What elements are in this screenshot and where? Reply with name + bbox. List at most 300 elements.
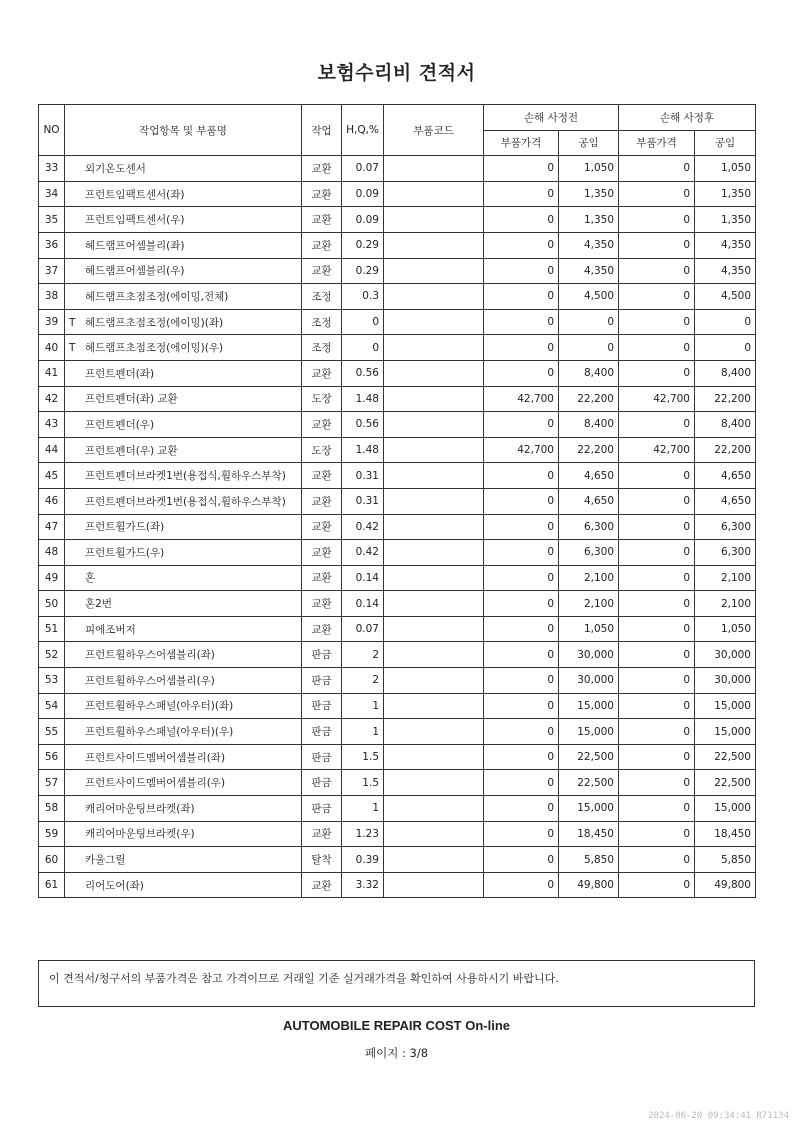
row-after-labor: 15,000 — [695, 693, 756, 719]
row-before-labor: 1,350 — [559, 181, 619, 207]
row-after-labor: 1,350 — [695, 181, 756, 207]
row-part-code — [384, 463, 484, 489]
row-hq: 0.39 — [342, 847, 384, 873]
row-work-type: 판금 — [302, 642, 342, 668]
row-item-name: 캐리어마운팅브라켓(좌) — [85, 802, 195, 815]
row-item-name: 혼 — [85, 572, 96, 585]
row-no: 33 — [39, 156, 65, 182]
row-item-cell — [65, 437, 302, 463]
row-after-part-price: 0 — [619, 412, 695, 438]
row-after-part-price: 0 — [619, 335, 695, 361]
header-hq: H,Q,% — [342, 105, 384, 156]
row-item-name: 피에조버저 — [85, 623, 136, 636]
row-before-part-price: 0 — [484, 591, 559, 617]
row-no: 44 — [39, 437, 65, 463]
row-work-type: 판금 — [302, 796, 342, 822]
row-after-part-price: 0 — [619, 463, 695, 489]
row-item-cell — [65, 693, 302, 719]
row-after-labor: 0 — [695, 309, 756, 335]
row-hq: 0.3 — [342, 284, 384, 310]
row-before-labor: 2,100 — [559, 565, 619, 591]
row-item-cell — [65, 156, 302, 182]
row-item-cell — [65, 207, 302, 233]
row-item-name: 헤드램프초점조정(에이밍)(우) — [85, 342, 224, 355]
row-after-labor: 15,000 — [695, 719, 756, 745]
row-hq: 0.09 — [342, 207, 384, 233]
row-work-type: 교환 — [302, 412, 342, 438]
row-hq: 0.07 — [342, 156, 384, 182]
row-before-labor: 5,850 — [559, 847, 619, 873]
row-item-name: 혼2번 — [85, 598, 112, 611]
row-no: 60 — [39, 847, 65, 873]
row-before-part-price: 0 — [484, 232, 559, 258]
row-after-part-price: 0 — [619, 540, 695, 566]
row-before-labor: 15,000 — [559, 693, 619, 719]
row-no: 36 — [39, 232, 65, 258]
row-before-labor: 49,800 — [559, 872, 619, 898]
header-after-labor: 공임 — [695, 130, 756, 156]
row-before-labor: 22,500 — [559, 744, 619, 770]
row-item-name: 프런트휠가드(우) — [85, 546, 165, 559]
row-no: 56 — [39, 744, 65, 770]
row-before-part-price: 0 — [484, 488, 559, 514]
row-after-labor: 8,400 — [695, 412, 756, 438]
row-item-cell — [65, 488, 302, 514]
row-after-part-price: 0 — [619, 309, 695, 335]
table-row — [39, 156, 756, 182]
row-no: 37 — [39, 258, 65, 284]
row-work-type: 교환 — [302, 514, 342, 540]
row-hq: 0.56 — [342, 360, 384, 386]
row-work-type: 교환 — [302, 156, 342, 182]
row-no: 58 — [39, 796, 65, 822]
row-item-name: 프런트펜더(좌) 교환 — [85, 393, 178, 406]
header-after-assessment: 손해 사정후 — [619, 105, 756, 131]
row-before-labor: 4,650 — [559, 488, 619, 514]
row-before-part-price: 0 — [484, 514, 559, 540]
row-before-part-price: 0 — [484, 284, 559, 310]
row-part-code — [384, 156, 484, 182]
row-after-labor: 1,050 — [695, 616, 756, 642]
row-after-labor: 15,000 — [695, 796, 756, 822]
row-part-code — [384, 744, 484, 770]
row-after-labor: 49,800 — [695, 872, 756, 898]
table-row — [39, 719, 756, 745]
row-after-part-price: 0 — [619, 591, 695, 617]
row-before-labor: 1,350 — [559, 207, 619, 233]
row-after-part-price: 0 — [619, 360, 695, 386]
row-after-labor: 6,300 — [695, 514, 756, 540]
row-item-cell — [65, 540, 302, 566]
row-after-labor: 6,300 — [695, 540, 756, 566]
row-item-cell — [65, 284, 302, 310]
row-before-labor: 18,450 — [559, 821, 619, 847]
table-row — [39, 872, 756, 898]
row-before-part-price: 0 — [484, 207, 559, 233]
table-row — [39, 232, 756, 258]
row-part-code — [384, 693, 484, 719]
row-work-type: 판금 — [302, 693, 342, 719]
row-hq: 3.32 — [342, 872, 384, 898]
table-row — [39, 437, 756, 463]
row-no: 53 — [39, 668, 65, 694]
row-item-name: 프런트휠하우스패널(아우터)(우) — [85, 726, 234, 739]
row-after-part-price: 0 — [619, 872, 695, 898]
row-before-part-price: 42,700 — [484, 386, 559, 412]
row-item-cell — [65, 847, 302, 873]
row-before-part-price: 0 — [484, 181, 559, 207]
row-part-code — [384, 488, 484, 514]
row-hq: 0.31 — [342, 488, 384, 514]
row-before-labor: 0 — [559, 335, 619, 361]
row-work-type: 조정 — [302, 284, 342, 310]
row-item-name: 프런트사이드멤버어셈블리(우) — [85, 777, 226, 790]
row-no: 49 — [39, 565, 65, 591]
row-before-part-price: 0 — [484, 258, 559, 284]
row-item-name: 프런트임팩트센서(좌) — [85, 188, 185, 201]
header-before-labor: 공임 — [559, 130, 619, 156]
row-part-code — [384, 872, 484, 898]
row-part-code — [384, 232, 484, 258]
row-before-part-price: 0 — [484, 463, 559, 489]
row-work-type: 판금 — [302, 668, 342, 694]
row-item-cell — [65, 181, 302, 207]
row-hq: 1 — [342, 693, 384, 719]
row-work-type: 탈착 — [302, 847, 342, 873]
row-work-type: 교환 — [302, 591, 342, 617]
row-after-part-price: 0 — [619, 616, 695, 642]
row-no: 55 — [39, 719, 65, 745]
row-work-type: 교환 — [302, 463, 342, 489]
row-part-code — [384, 360, 484, 386]
row-hq: 0 — [342, 309, 384, 335]
row-after-part-price: 42,700 — [619, 437, 695, 463]
row-hq: 0.31 — [342, 463, 384, 489]
table-row — [39, 616, 756, 642]
row-item-name: 프런트휠하우스패널(아우터)(좌) — [85, 700, 234, 713]
row-hq: 1 — [342, 719, 384, 745]
row-after-labor: 4,650 — [695, 463, 756, 489]
row-item-name: 프런트펜더(좌) — [85, 367, 155, 380]
table-row — [39, 335, 756, 361]
row-before-part-price: 0 — [484, 412, 559, 438]
row-part-code — [384, 309, 484, 335]
row-no: 38 — [39, 284, 65, 310]
row-item-name: 프런트휠가드(좌) — [85, 521, 165, 534]
row-after-part-price: 0 — [619, 232, 695, 258]
row-item-name: 헤드램프초점조정(에이밍,전체) — [85, 290, 229, 303]
row-before-part-price: 0 — [484, 565, 559, 591]
row-item-cell — [65, 668, 302, 694]
row-after-labor: 8,400 — [695, 360, 756, 386]
row-work-type: 도장 — [302, 386, 342, 412]
row-after-part-price: 0 — [619, 514, 695, 540]
row-item-cell — [65, 514, 302, 540]
row-work-type: 판금 — [302, 770, 342, 796]
table-row — [39, 642, 756, 668]
row-hq: 1.5 — [342, 770, 384, 796]
row-before-labor: 22,200 — [559, 437, 619, 463]
row-item-name: 헤드램프초점조정(에이밍)(좌) — [85, 316, 224, 329]
row-part-code — [384, 437, 484, 463]
row-item-cell — [65, 616, 302, 642]
row-work-type: 교환 — [302, 258, 342, 284]
row-part-code — [384, 284, 484, 310]
row-work-type: 조정 — [302, 335, 342, 361]
row-item-cell — [65, 770, 302, 796]
row-item-cell — [65, 872, 302, 898]
row-before-labor: 4,500 — [559, 284, 619, 310]
row-before-labor: 6,300 — [559, 514, 619, 540]
row-after-labor: 1,350 — [695, 207, 756, 233]
row-after-labor: 2,100 — [695, 591, 756, 617]
row-after-part-price: 0 — [619, 284, 695, 310]
row-before-part-price: 0 — [484, 309, 559, 335]
row-hq: 0.14 — [342, 591, 384, 617]
row-after-labor: 4,500 — [695, 284, 756, 310]
row-hq: 0.42 — [342, 514, 384, 540]
row-item-name: 프런트펜더브라켓1번(용접식,휠하우스부착) — [85, 470, 286, 483]
row-item-name: 캐리어마운팅브라켓(우) — [85, 828, 195, 841]
row-no: 41 — [39, 360, 65, 386]
row-after-part-price: 0 — [619, 668, 695, 694]
row-item-cell — [65, 360, 302, 386]
row-after-part-price: 0 — [619, 821, 695, 847]
table-row — [39, 796, 756, 822]
row-before-labor: 2,100 — [559, 591, 619, 617]
row-before-labor: 4,350 — [559, 232, 619, 258]
row-item-cell — [65, 309, 302, 335]
row-item-name: 헤드램프어셈블리(좌) — [85, 239, 185, 252]
row-work-type: 교환 — [302, 540, 342, 566]
header-item: 작업항목 및 부품명 — [65, 105, 302, 156]
row-after-labor: 4,350 — [695, 232, 756, 258]
row-after-part-price: 0 — [619, 693, 695, 719]
row-no: 42 — [39, 386, 65, 412]
row-item-name: 외기온도센서 — [85, 162, 146, 175]
row-after-part-price: 0 — [619, 719, 695, 745]
row-after-part-price: 0 — [619, 770, 695, 796]
row-before-part-price: 0 — [484, 156, 559, 182]
row-no: 51 — [39, 616, 65, 642]
row-part-code — [384, 719, 484, 745]
print-timestamp: 2024-06-20 09:34:41 R71134 — [648, 1111, 789, 1121]
row-no: 57 — [39, 770, 65, 796]
row-no: 61 — [39, 872, 65, 898]
row-work-type: 교환 — [302, 872, 342, 898]
row-before-labor: 30,000 — [559, 642, 619, 668]
page-title: 보험수리비 견적서 — [317, 62, 476, 84]
row-after-part-price: 0 — [619, 488, 695, 514]
price-notice: 이 견적서/청구서의 부품가격은 참고 가격이므로 거래일 기준 실거래가격을 확인하여 사용하시기 바랍니다. — [38, 960, 755, 1007]
row-after-part-price: 0 — [619, 642, 695, 668]
row-no: 52 — [39, 642, 65, 668]
table-row — [39, 284, 756, 310]
table-row — [39, 565, 756, 591]
table-row — [39, 309, 756, 335]
row-work-type: 교환 — [302, 821, 342, 847]
row-work-type: 판금 — [302, 744, 342, 770]
table-row — [39, 258, 756, 284]
header-part-code: 부품코드 — [384, 105, 484, 156]
row-before-part-price: 0 — [484, 821, 559, 847]
row-before-labor: 30,000 — [559, 668, 619, 694]
row-no: 54 — [39, 693, 65, 719]
row-after-part-price: 0 — [619, 847, 695, 873]
row-part-code — [384, 514, 484, 540]
table-row — [39, 591, 756, 617]
header-before-assessment: 손해 사정전 — [484, 105, 619, 131]
row-item-name: 카울그릴 — [85, 854, 126, 867]
row-work-type: 조정 — [302, 309, 342, 335]
row-hq: 0.14 — [342, 565, 384, 591]
row-part-code — [384, 181, 484, 207]
row-before-labor: 8,400 — [559, 360, 619, 386]
row-before-part-price: 0 — [484, 872, 559, 898]
row-no: 39 — [39, 309, 65, 335]
row-item-name: 프런트휠하우스어셈블리(좌) — [85, 649, 215, 662]
table-row — [39, 847, 756, 873]
table-row — [39, 463, 756, 489]
row-part-code — [384, 642, 484, 668]
row-after-labor: 4,350 — [695, 258, 756, 284]
row-item-cell — [65, 232, 302, 258]
row-hq: 2 — [342, 642, 384, 668]
row-before-part-price: 0 — [484, 770, 559, 796]
row-item-cell — [65, 335, 302, 361]
footer-brand: AUTOMOBILE REPAIR COST On-line — [282, 1018, 511, 1033]
row-no: 34 — [39, 181, 65, 207]
estimate-table — [38, 104, 756, 898]
row-item-cell — [65, 565, 302, 591]
row-mark: T — [69, 342, 76, 355]
row-part-code — [384, 412, 484, 438]
row-work-type: 교환 — [302, 488, 342, 514]
row-no: 50 — [39, 591, 65, 617]
table-row — [39, 386, 756, 412]
table-row — [39, 181, 756, 207]
row-after-labor: 18,450 — [695, 821, 756, 847]
table-row — [39, 770, 756, 796]
row-part-code — [384, 770, 484, 796]
header-work: 작업 — [302, 105, 342, 156]
row-before-labor: 0 — [559, 309, 619, 335]
row-item-name: 프런트펜더(우) 교환 — [85, 444, 178, 457]
row-after-part-price: 0 — [619, 258, 695, 284]
row-part-code — [384, 335, 484, 361]
row-after-labor: 22,500 — [695, 744, 756, 770]
row-before-part-price: 0 — [484, 540, 559, 566]
row-before-labor: 15,000 — [559, 796, 619, 822]
row-hq: 0.29 — [342, 232, 384, 258]
row-after-part-price: 0 — [619, 156, 695, 182]
table-row — [39, 360, 756, 386]
row-part-code — [384, 540, 484, 566]
row-after-part-price: 0 — [619, 565, 695, 591]
row-item-name: 프런트펜더(우) — [85, 418, 155, 431]
row-part-code — [384, 386, 484, 412]
row-hq: 1.23 — [342, 821, 384, 847]
table-row — [39, 744, 756, 770]
row-after-part-price: 42,700 — [619, 386, 695, 412]
row-work-type: 판금 — [302, 719, 342, 745]
row-after-labor: 22,200 — [695, 386, 756, 412]
row-after-labor: 1,050 — [695, 156, 756, 182]
row-work-type: 교환 — [302, 181, 342, 207]
row-hq: 0.42 — [342, 540, 384, 566]
row-item-name: 리어도어(좌) — [85, 879, 144, 892]
page-number: 페이지 : 3/8 — [364, 1046, 429, 1060]
row-work-type: 교환 — [302, 232, 342, 258]
row-part-code — [384, 258, 484, 284]
row-no: 59 — [39, 821, 65, 847]
row-before-part-price: 0 — [484, 335, 559, 361]
header-no: NO — [39, 105, 65, 156]
row-after-part-price: 0 — [619, 207, 695, 233]
row-before-part-price: 0 — [484, 360, 559, 386]
row-work-type: 교환 — [302, 360, 342, 386]
row-work-type: 교환 — [302, 565, 342, 591]
row-hq: 0.29 — [342, 258, 384, 284]
row-after-labor: 2,100 — [695, 565, 756, 591]
row-before-labor: 8,400 — [559, 412, 619, 438]
row-item-name: 프런트사이드멤버어셈블리(좌) — [85, 751, 226, 764]
row-no: 35 — [39, 207, 65, 233]
row-mark: T — [69, 316, 76, 329]
row-item-name: 프런트휠하우스어셈블리(우) — [85, 674, 215, 687]
row-after-labor: 22,500 — [695, 770, 756, 796]
row-before-part-price: 0 — [484, 642, 559, 668]
row-hq: 0.56 — [342, 412, 384, 438]
row-item-cell — [65, 412, 302, 438]
row-item-cell — [65, 386, 302, 412]
row-after-part-price: 0 — [619, 796, 695, 822]
row-after-labor: 0 — [695, 335, 756, 361]
header-after-part-price: 부품가격 — [619, 130, 695, 156]
row-before-part-price: 0 — [484, 668, 559, 694]
row-part-code — [384, 565, 484, 591]
row-item-cell — [65, 796, 302, 822]
row-hq: 0.09 — [342, 181, 384, 207]
row-after-part-price: 0 — [619, 744, 695, 770]
row-no: 45 — [39, 463, 65, 489]
row-before-part-price: 0 — [484, 847, 559, 873]
row-before-labor: 15,000 — [559, 719, 619, 745]
row-hq: 0.07 — [342, 616, 384, 642]
row-part-code — [384, 821, 484, 847]
table-row — [39, 207, 756, 233]
row-after-labor: 30,000 — [695, 668, 756, 694]
row-before-labor: 22,200 — [559, 386, 619, 412]
row-no: 43 — [39, 412, 65, 438]
row-before-part-price: 42,700 — [484, 437, 559, 463]
row-before-labor: 22,500 — [559, 770, 619, 796]
row-item-cell — [65, 463, 302, 489]
row-hq: 0 — [342, 335, 384, 361]
header-before-part-price: 부품가격 — [484, 130, 559, 156]
row-no: 47 — [39, 514, 65, 540]
row-hq: 1.5 — [342, 744, 384, 770]
row-part-code — [384, 668, 484, 694]
table-row — [39, 668, 756, 694]
row-after-labor: 4,650 — [695, 488, 756, 514]
row-before-part-price: 0 — [484, 796, 559, 822]
row-hq: 1 — [342, 796, 384, 822]
row-item-cell — [65, 591, 302, 617]
row-before-labor: 1,050 — [559, 616, 619, 642]
row-item-cell — [65, 744, 302, 770]
table-row — [39, 514, 756, 540]
